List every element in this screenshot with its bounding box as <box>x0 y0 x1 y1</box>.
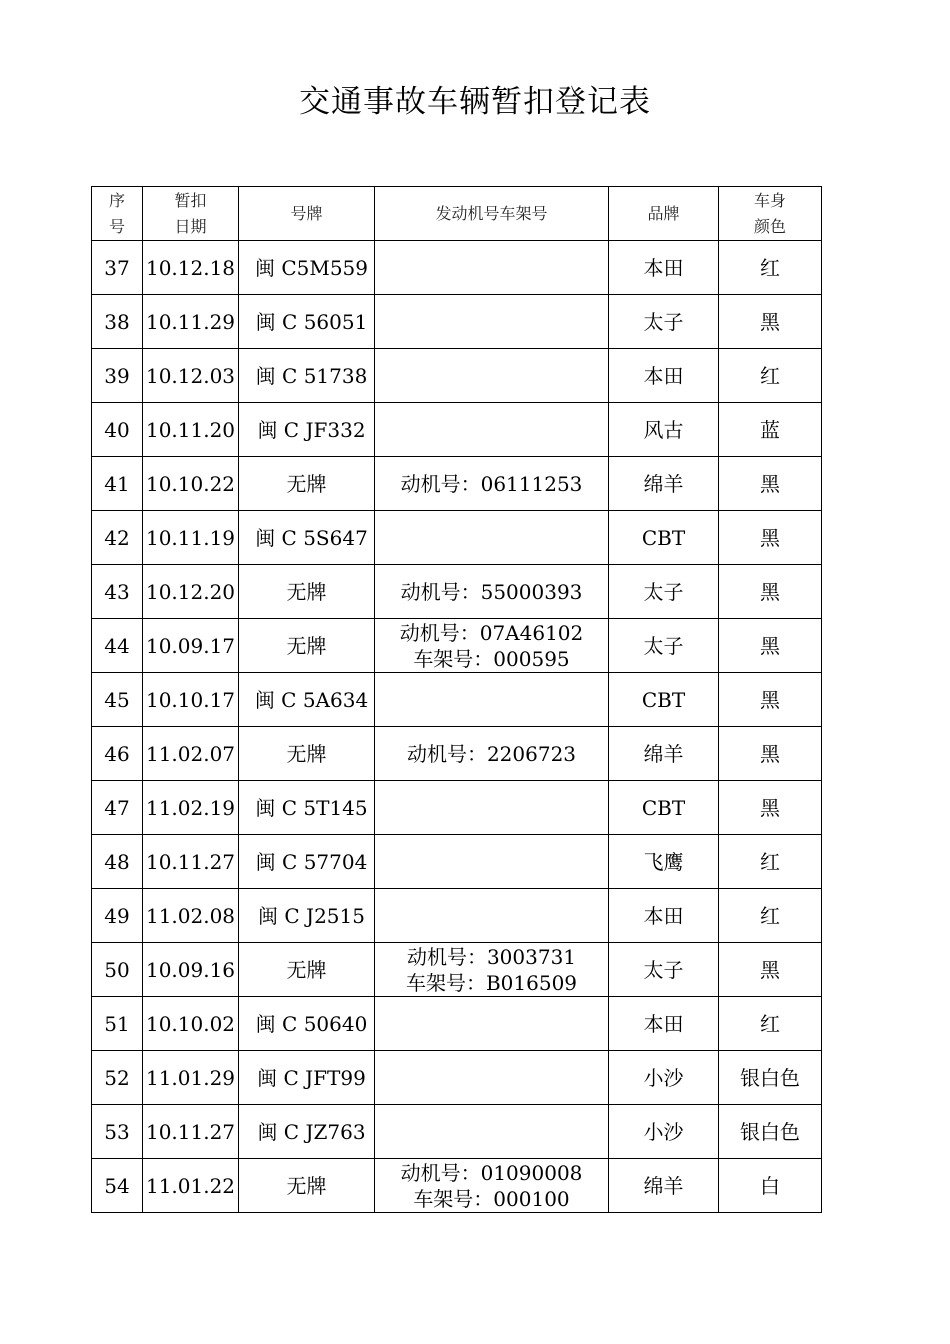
cell-date: 11.01.22 <box>143 1159 239 1213</box>
cell-note <box>375 943 609 997</box>
header-note: 发动机号车架号 <box>375 187 609 241</box>
cell-note <box>375 889 609 943</box>
page-title: 交通事故车辆暂扣登记表 <box>299 84 651 120</box>
cell-color: 黑 <box>719 619 822 673</box>
cell-date: 11.02.08 <box>143 889 239 943</box>
cell-date: 10.09.16 <box>143 943 239 997</box>
table-row <box>92 349 822 403</box>
table-body <box>92 187 822 1213</box>
note-frame-number: 车架号：000595 <box>413 646 570 671</box>
cell-brand: CBT <box>609 781 719 835</box>
cell-plate: 闽 C JFT99 <box>239 1051 375 1105</box>
cell-note <box>375 241 609 295</box>
cell-brand: 本田 <box>609 241 719 295</box>
cell-date: 10.11.29 <box>143 295 239 349</box>
cell-note <box>375 349 609 403</box>
header-brand: 品牌 <box>609 187 719 241</box>
cell-plate: 无牌 <box>239 457 375 511</box>
cell-color: 黑 <box>719 727 822 781</box>
cell-color: 蓝 <box>719 403 822 457</box>
table-row <box>92 1105 822 1159</box>
note-engine-number: 动机号：3003731 <box>406 944 577 969</box>
cell-note <box>375 457 609 511</box>
cell-brand: 太子 <box>609 565 719 619</box>
table-row <box>92 619 822 673</box>
cell-brand: 本田 <box>609 349 719 403</box>
note-frame-number: 车架号：000100 <box>413 1186 570 1211</box>
table-row <box>92 673 822 727</box>
cell-seq: 43 <box>92 565 143 619</box>
cell-date: 10.10.02 <box>143 997 239 1051</box>
cell-seq: 50 <box>92 943 143 997</box>
cell-note <box>375 403 609 457</box>
header-date <box>143 187 239 241</box>
cell-brand: CBT <box>609 673 719 727</box>
cell-color: 红 <box>719 349 822 403</box>
cell-note <box>375 835 609 889</box>
table-row <box>92 295 822 349</box>
cell-note <box>375 1051 609 1105</box>
cell-plate: 无牌 <box>239 565 375 619</box>
note-engine-number: 动机号：2206723 <box>406 741 577 766</box>
table-row <box>92 565 822 619</box>
note-engine-number: 动机号：07A46102 <box>399 620 584 645</box>
cell-plate: 闽 C 5T145 <box>239 781 375 835</box>
cell-plate: 无牌 <box>239 727 375 781</box>
cell-brand: 绵羊 <box>609 457 719 511</box>
cell-plate: 无牌 <box>239 1159 375 1213</box>
cell-date: 11.02.19 <box>143 781 239 835</box>
cell-seq: 46 <box>92 727 143 781</box>
cell-brand: 飞鹰 <box>609 835 719 889</box>
cell-brand: 太子 <box>609 943 719 997</box>
cell-date: 10.12.03 <box>143 349 239 403</box>
table-header-row <box>92 187 822 241</box>
cell-color: 红 <box>719 997 822 1051</box>
note-frame-number: 车架号：B016509 <box>405 970 578 995</box>
cell-brand: 本田 <box>609 997 719 1051</box>
cell-brand: 绵羊 <box>609 727 719 781</box>
cell-brand: 绵羊 <box>609 1159 719 1213</box>
cell-date: 10.12.18 <box>143 241 239 295</box>
cell-plate: 闽 C 51738 <box>239 349 375 403</box>
table-row <box>92 511 822 565</box>
cell-plate: 闽 C5M559 <box>239 241 375 295</box>
cell-brand: CBT <box>609 511 719 565</box>
cell-date: 11.01.29 <box>143 1051 239 1105</box>
cell-color: 黑 <box>719 295 822 349</box>
cell-seq: 45 <box>92 673 143 727</box>
cell-date: 10.09.17 <box>143 619 239 673</box>
note-engine-number: 动机号：06111253 <box>400 471 583 496</box>
cell-color: 银白色 <box>719 1051 822 1105</box>
table-row <box>92 1159 822 1213</box>
cell-plate: 闽 C 5S647 <box>239 511 375 565</box>
cell-date: 10.11.19 <box>143 511 239 565</box>
cell-color: 红 <box>719 241 822 295</box>
table-row <box>92 781 822 835</box>
table-row <box>92 835 822 889</box>
cell-plate: 闽 C J2515 <box>239 889 375 943</box>
header-date-top: 暂扣 <box>174 190 207 210</box>
cell-color: 黑 <box>719 781 822 835</box>
cell-seq: 39 <box>92 349 143 403</box>
cell-seq: 52 <box>92 1051 143 1105</box>
note-engine-number: 动机号：55000393 <box>400 579 583 604</box>
cell-note <box>375 727 609 781</box>
table-row <box>92 457 822 511</box>
cell-date: 10.11.27 <box>143 835 239 889</box>
cell-seq: 42 <box>92 511 143 565</box>
cell-color: 红 <box>719 889 822 943</box>
cell-seq: 53 <box>92 1105 143 1159</box>
header-seq-top: 序 <box>108 190 125 210</box>
cell-note <box>375 619 609 673</box>
cell-date: 10.10.22 <box>143 457 239 511</box>
cell-color: 黑 <box>719 457 822 511</box>
cell-color: 黑 <box>719 943 822 997</box>
table-row <box>92 241 822 295</box>
cell-color: 黑 <box>719 565 822 619</box>
note-engine-number: 动机号：01090008 <box>400 1160 583 1185</box>
cell-plate: 闽 C 50640 <box>239 997 375 1051</box>
header-date-bottom: 日期 <box>174 216 207 236</box>
cell-color: 黑 <box>719 673 822 727</box>
cell-color: 银白色 <box>719 1105 822 1159</box>
cell-plate: 无牌 <box>239 943 375 997</box>
cell-seq: 54 <box>92 1159 143 1213</box>
cell-seq: 51 <box>92 997 143 1051</box>
cell-seq: 44 <box>92 619 143 673</box>
cell-note <box>375 295 609 349</box>
cell-seq: 41 <box>92 457 143 511</box>
header-seq-bottom: 号 <box>108 216 125 236</box>
cell-plate: 闽 C 57704 <box>239 835 375 889</box>
header-color-bottom: 颜色 <box>753 216 786 236</box>
table-row <box>92 889 822 943</box>
cell-date: 10.10.17 <box>143 673 239 727</box>
cell-brand: 本田 <box>609 889 719 943</box>
table-row <box>92 997 822 1051</box>
cell-seq: 49 <box>92 889 143 943</box>
cell-color: 黑 <box>719 511 822 565</box>
cell-plate: 闽 C 56051 <box>239 295 375 349</box>
cell-date: 10.11.27 <box>143 1105 239 1159</box>
cell-seq: 40 <box>92 403 143 457</box>
cell-date: 10.12.20 <box>143 565 239 619</box>
cell-brand: 小沙 <box>609 1051 719 1105</box>
cell-brand: 小沙 <box>609 1105 719 1159</box>
table-row <box>92 943 822 997</box>
cell-note <box>375 1159 609 1213</box>
cell-seq: 38 <box>92 295 143 349</box>
table-row <box>92 1051 822 1105</box>
cell-plate: 闽 C JF332 <box>239 403 375 457</box>
cell-plate: 无牌 <box>239 619 375 673</box>
cell-color: 红 <box>719 835 822 889</box>
cell-date: 10.11.20 <box>143 403 239 457</box>
cell-seq: 47 <box>92 781 143 835</box>
cell-color: 白 <box>719 1159 822 1213</box>
cell-date: 11.02.07 <box>143 727 239 781</box>
vehicle-register-table <box>91 186 822 1213</box>
cell-plate: 闽 C 5A634 <box>239 673 375 727</box>
table-row <box>92 727 822 781</box>
cell-note <box>375 565 609 619</box>
cell-note <box>375 781 609 835</box>
cell-seq: 48 <box>92 835 143 889</box>
cell-brand: 太子 <box>609 619 719 673</box>
cell-brand: 风古 <box>609 403 719 457</box>
cell-note <box>375 1105 609 1159</box>
header-seq <box>92 187 143 241</box>
header-color-top: 车身 <box>753 190 786 210</box>
cell-note <box>375 511 609 565</box>
cell-note <box>375 673 609 727</box>
cell-note <box>375 997 609 1051</box>
header-plate: 号牌 <box>239 187 375 241</box>
table-row <box>92 403 822 457</box>
header-color <box>719 187 822 241</box>
cell-plate: 闽 C JZ763 <box>239 1105 375 1159</box>
cell-brand: 太子 <box>609 295 719 349</box>
cell-seq: 37 <box>92 241 143 295</box>
